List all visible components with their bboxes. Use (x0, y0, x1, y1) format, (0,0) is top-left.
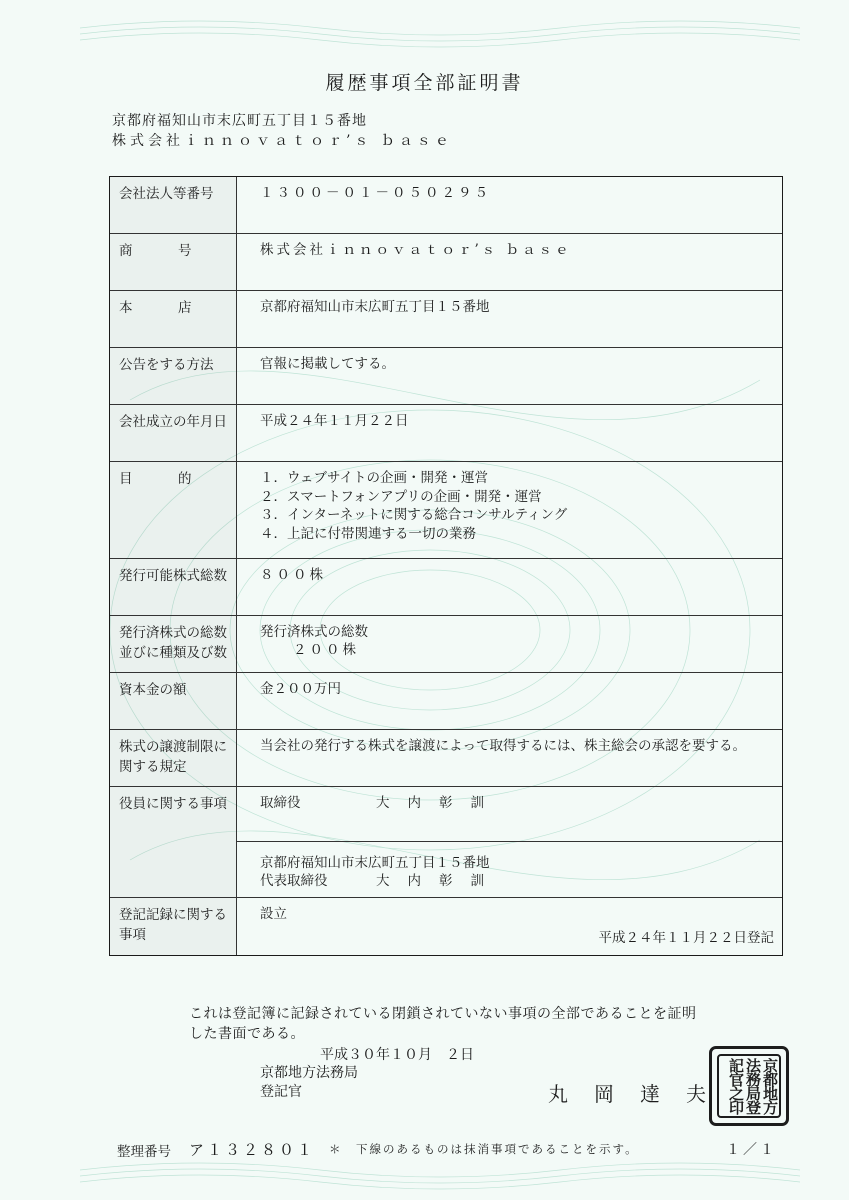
row-capital (110, 673, 782, 730)
official-seal-stamp (709, 1046, 789, 1126)
row-label: 本 店 (110, 291, 237, 347)
officers-value (237, 787, 782, 897)
officer-director: 取締役 大内彰訓 (260, 795, 502, 811)
transfer-restriction-value: 当会社の発行する株式を譲渡によって取得するには、株主総会の承認を要する。 (260, 738, 746, 754)
notice-method-value: 官報に掲載してする。 (260, 356, 395, 372)
row-label: 会社法人等番号 (110, 177, 237, 233)
header-company-name: 株式会社ｉｎｎｏｖａｔｏｒ’ｓ ｂａｓｅ (112, 133, 453, 149)
row-label: 公告をする方法 (110, 348, 237, 404)
reference-number: ア１３２８０１ (189, 1141, 316, 1159)
registration-date: 平成２４年１１月２２日登記 (598, 930, 774, 946)
capital-value: 金２００万円 (260, 681, 341, 697)
row-label: 株式の譲渡制限に 関する規定 (110, 730, 237, 786)
registrar-name: 丸岡達夫 (548, 1082, 732, 1106)
head-office-value: 京都府福知山市末広町五丁目１５番地 (260, 299, 490, 315)
row-head-office (110, 291, 782, 348)
row-label: 発行済株式の総数 並びに種類及び数 (110, 616, 237, 672)
purpose-item: １．ウェブサイトの企画・開発・運営 (260, 470, 489, 486)
establishment-date-value: 平成２４年１１月２２日 (260, 413, 409, 429)
document-title: 履歴事項全部証明書 (325, 72, 524, 94)
row-trade-name (110, 234, 782, 291)
row-label: 目 的 (110, 462, 237, 558)
issuer-role: 登記官 (260, 1084, 302, 1100)
issue-date: 平成３０年１０月 ２日 (320, 1047, 474, 1063)
corporate-number-value: １３００－０１－０５０２９５ (260, 185, 491, 201)
issuer-office: 京都地方法務局 (260, 1065, 358, 1081)
row-purpose (110, 462, 782, 559)
registration-record-value: 設立 平成２４年１１月２２日登記 (260, 906, 774, 946)
row-label: 登記記録に関する 事項 (110, 898, 237, 955)
seal-text: 京都地方法務局登記官之印 (727, 1058, 779, 1114)
officer-rep-director: 代表取締役 大内彰訓 (260, 873, 502, 889)
purpose-list (237, 462, 782, 558)
issued-shares-value: 発行済株式の総数 ２００株 (260, 624, 368, 658)
strikethrough-note: ＊ 下線のあるものは抹消事項であることを示す。 (329, 1142, 639, 1156)
row-label: 役員に関する事項 (110, 787, 237, 897)
row-registration-record (110, 898, 782, 955)
authorized-shares-value: ８００株 (260, 567, 326, 583)
page-number: １／１ (726, 1142, 777, 1158)
row-transfer-restriction (110, 730, 782, 787)
row-label: 商 号 (110, 234, 237, 290)
reference-label: 整理番号 (117, 1144, 171, 1160)
registration-table (109, 176, 783, 956)
trade-name-value: 株式会社ｉｎｎｏｖａｔｏｒ’ｓ ｂａｓｅ (260, 242, 572, 258)
purpose-item: ４．上記に付帯関連する一切の業務 (260, 525, 476, 542)
header-address: 京都府福知山市末広町五丁目１５番地 (112, 113, 367, 129)
row-corporate-number (110, 177, 782, 234)
row-issued-shares (110, 616, 782, 673)
row-notice-method (110, 348, 782, 405)
row-label: 会社成立の年月日 (110, 405, 237, 461)
row-officers (110, 787, 782, 898)
rep-director-address: 京都府福知山市末広町五丁目１５番地 (260, 855, 490, 871)
officers-sub-divider (237, 841, 782, 842)
row-label: 資本金の額 (110, 673, 237, 729)
row-establishment-date (110, 405, 782, 462)
row-authorized-shares (110, 559, 782, 616)
purpose-item: ３．インターネットに関する総合コンサルティング (260, 507, 568, 523)
purpose-item: ２．スマートフォンアプリの企画・開発・運営 (260, 488, 542, 505)
certification-statement: これは登記簿に記録されている閉鎖されていない事項の全部であることを証明 した書面である。 (189, 1006, 697, 1042)
row-label: 発行可能株式総数 (110, 559, 237, 615)
